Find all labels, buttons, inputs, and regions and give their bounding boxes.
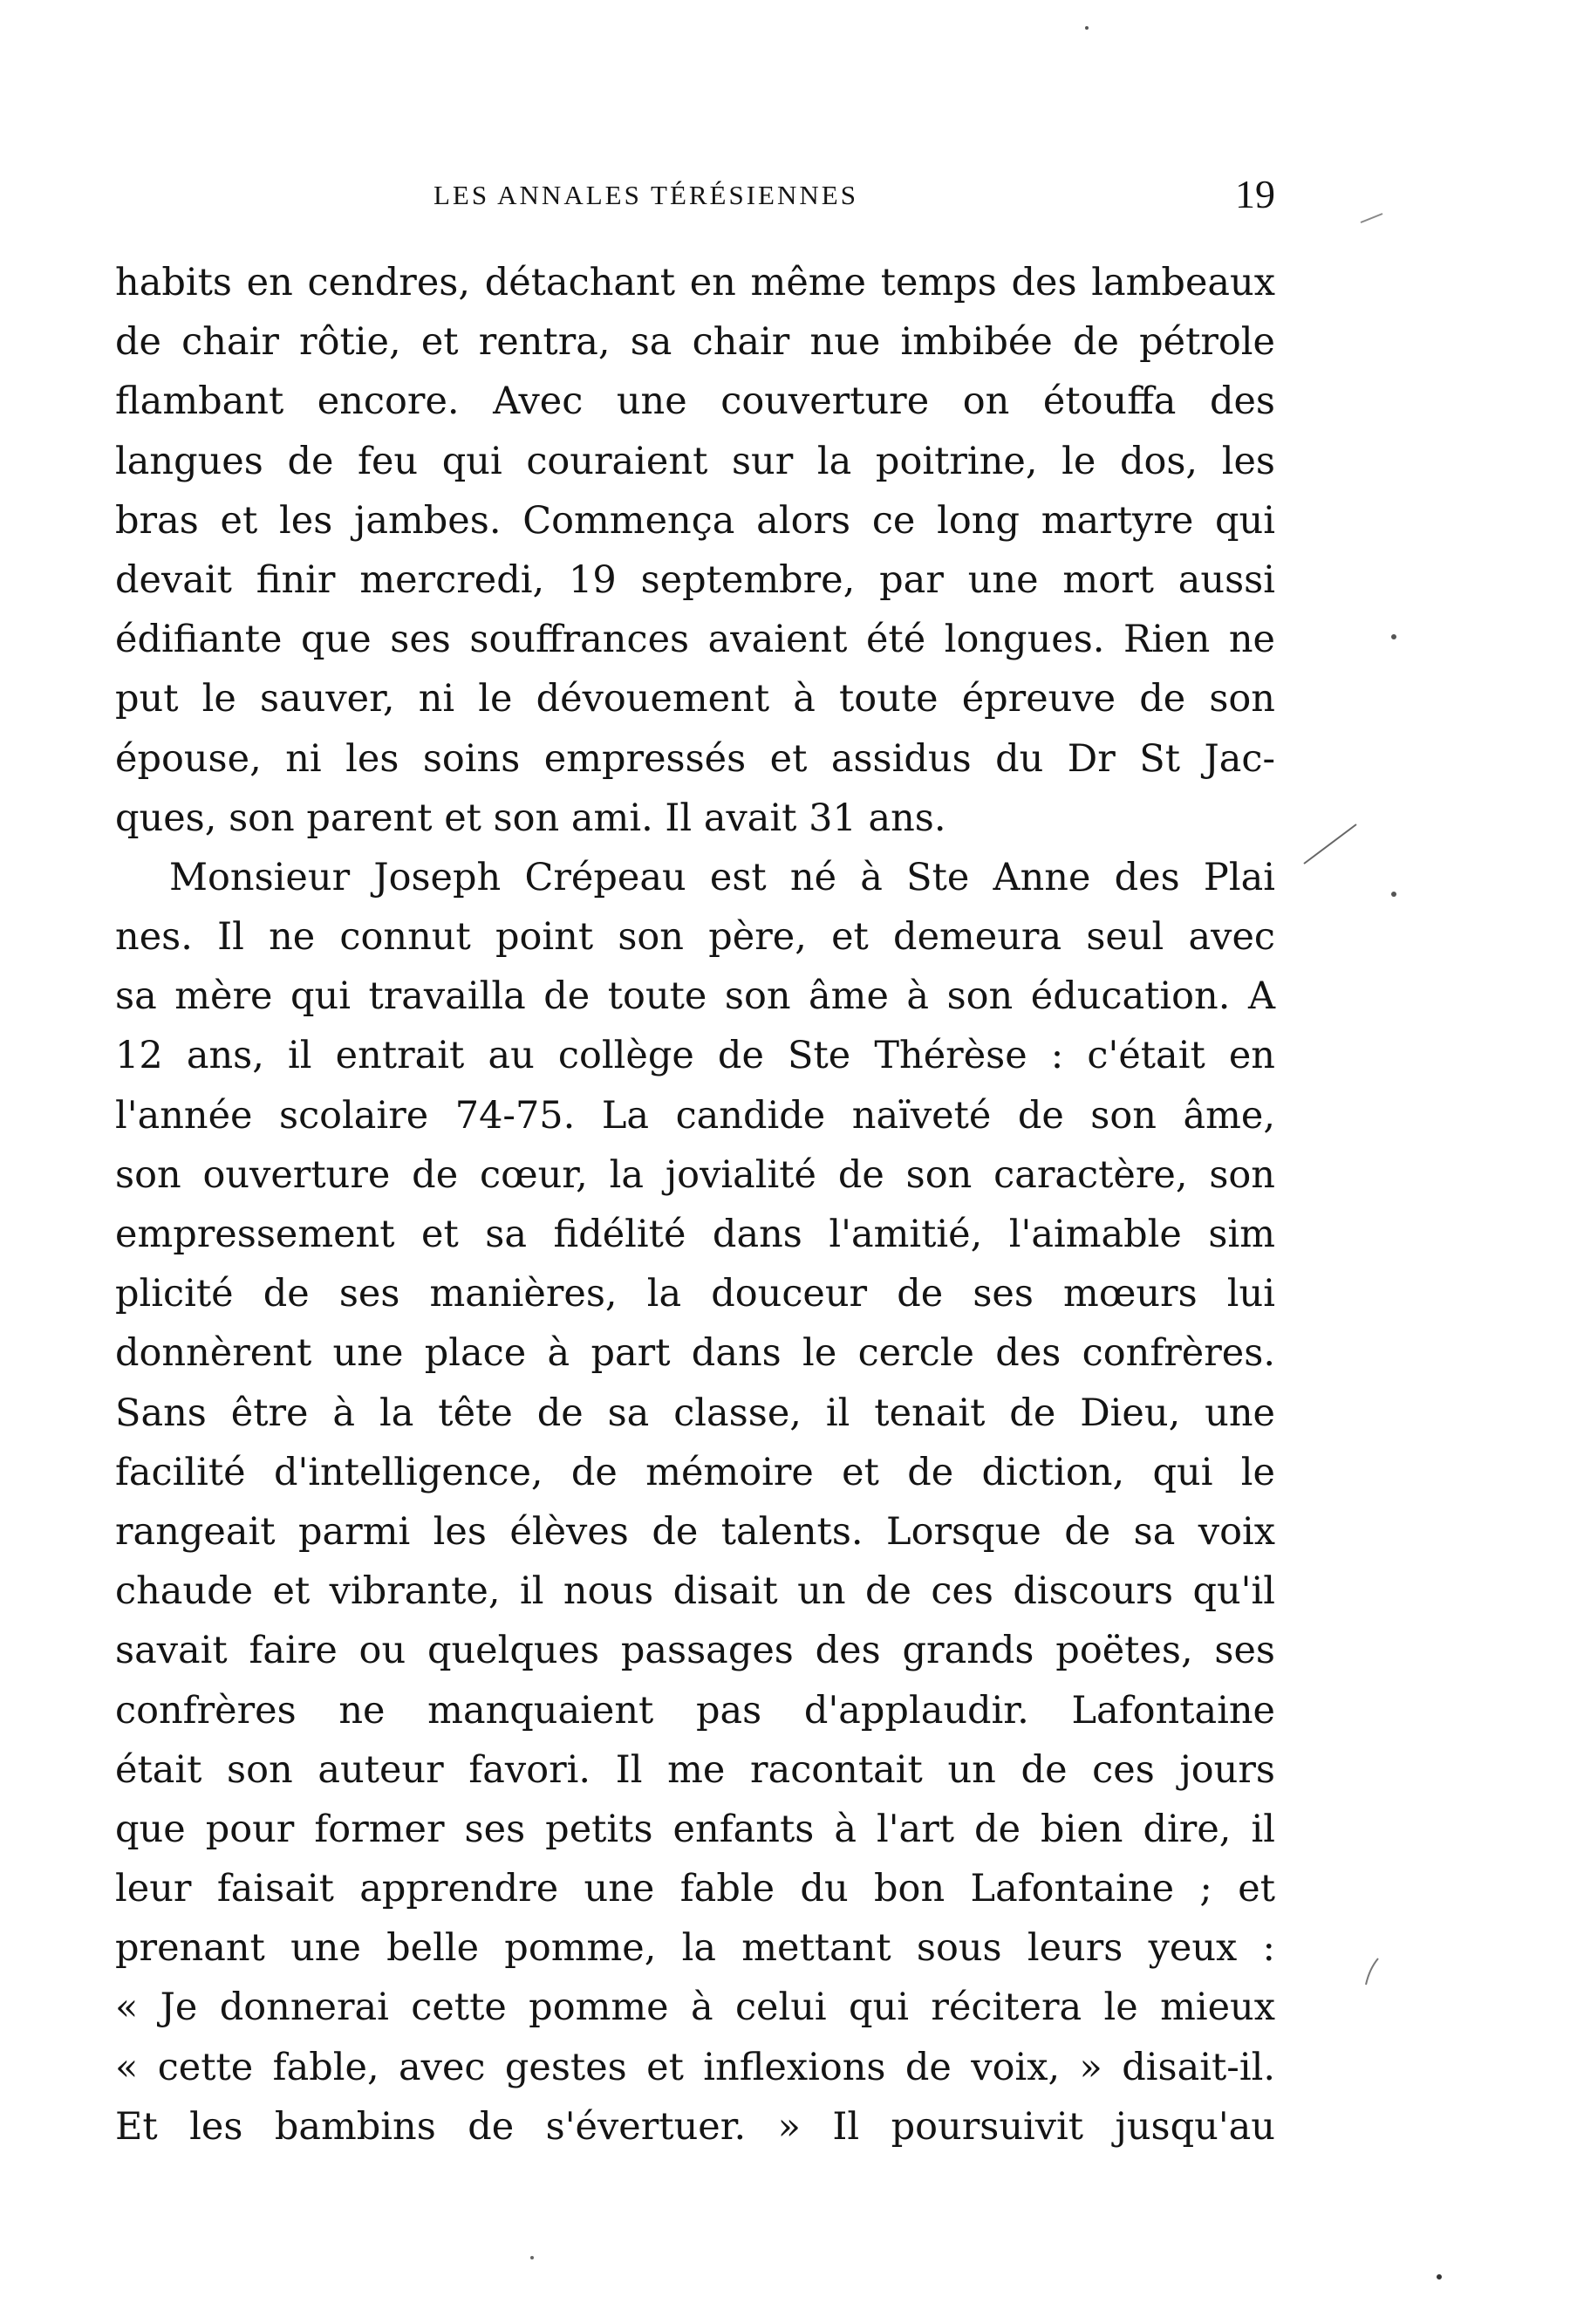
- text-line: donnèrent une place à part dans le cercle des confrères.: [115, 1331, 1275, 1376]
- text-line: épouse, ni les soins empressés et assidus du Dr St Jac-: [115, 736, 1275, 781]
- scan-speck: [1391, 634, 1396, 639]
- text-line: empressement et sa fidélité dans l'amitié, l'aimable sim: [115, 1213, 1275, 1256]
- running-header: [115, 171, 1275, 223]
- text-line: savait faire ou quelques passages des grands poëtes, ses: [115, 1629, 1275, 1673]
- text-line: édifiante que ses souffrances avaient été longues. Rien ne: [115, 618, 1275, 662]
- text-line: Et les bambins de s'évertuer. » Il poursuivit jusqu'au: [115, 2104, 1275, 2149]
- text-line: était son auteur favori. Il me racontait un de ces jours: [115, 1747, 1275, 1792]
- text-line: confrères ne manquaient pas d'applaudir. Lafontaine: [115, 1688, 1275, 1733]
- text-line: plicité de ses manières, la douceur de ses mœurs lui: [115, 1272, 1275, 1316]
- scan-speck: [1391, 892, 1396, 897]
- text-line: nes. Il ne connut point son père, et demeura seul avec: [115, 915, 1275, 960]
- text-line: « Je donnerai cette pomme à celui qui récitera le mieux: [115, 1986, 1275, 2030]
- margin-stroke: [1361, 214, 1382, 222]
- text-line: flambant encore. Avec une couverture on étouffa des: [115, 379, 1275, 424]
- running-title: LES ANNALES TÉRÉSIENNES: [433, 180, 858, 210]
- text-line: 12 ans, il entrait au collège de Ste Thérèse : c'était en: [115, 1034, 1275, 1078]
- text-line: que pour former ses petits enfants à l'art de bien dire, il: [115, 1807, 1275, 1851]
- text-line: habits en cendres, détachant en même temps des lambeaux: [115, 261, 1275, 304]
- text-line: facilité d'intelligence, de mémoire et de diction, qui le: [115, 1450, 1275, 1494]
- text-line: bras et les jambes. Commença alors ce long martyre qui: [115, 498, 1275, 543]
- text-line: ques, son parent et son ami. Il avait 31 ans.: [115, 796, 946, 840]
- scan-speck: [530, 2256, 534, 2259]
- text-line: prenant une belle pomme, la mettant sous leurs yeux :: [115, 1926, 1275, 1971]
- text-line: devait finir mercredi, 19 septembre, par une mort aussi: [115, 557, 1275, 602]
- scan-speck: [1437, 2274, 1442, 2280]
- page-number: 19: [1235, 172, 1275, 216]
- text-line: chaude et vibrante, il nous disait un de ces discours qu'il: [115, 1569, 1275, 1614]
- margin-stroke: [1366, 1958, 1378, 1985]
- text-line: rangeait parmi les élèves de talents. Lorsque de sa voix: [115, 1509, 1275, 1554]
- scan-speck: [1085, 26, 1089, 30]
- body-text: [115, 253, 1275, 2157]
- text-line: langues de feu qui couraient sur la poitrine, le dos, les: [115, 439, 1275, 483]
- text-line: de chair rôtie, et rentra, sa chair nue imbibée de pétrole: [115, 320, 1275, 365]
- margin-stroke: [1304, 824, 1356, 864]
- text-line: sa mère qui travailla de toute son âme à son éducation. A: [115, 974, 1275, 1019]
- paragraph-start-line: Monsieur Joseph Crépeau est né à Ste Anne des Plai: [169, 855, 1275, 899]
- text-line: l'année scolaire 74-75. La candide naïveté de son âme,: [115, 1093, 1275, 1138]
- text-line: son ouverture de cœur, la jovialité de son caractère, son: [115, 1152, 1275, 1197]
- text-line: leur faisait apprendre une fable du bon Lafontaine ; et: [115, 1867, 1275, 1911]
- text-line: Sans être à la tête de sa classe, il tenait de Dieu, une: [115, 1391, 1275, 1435]
- text-line: « cette fable, avec gestes et inflexions de voix, » disait-il.: [115, 2045, 1275, 2089]
- text-line: put le sauver, ni le dévouement à toute épreuve de son: [115, 677, 1275, 721]
